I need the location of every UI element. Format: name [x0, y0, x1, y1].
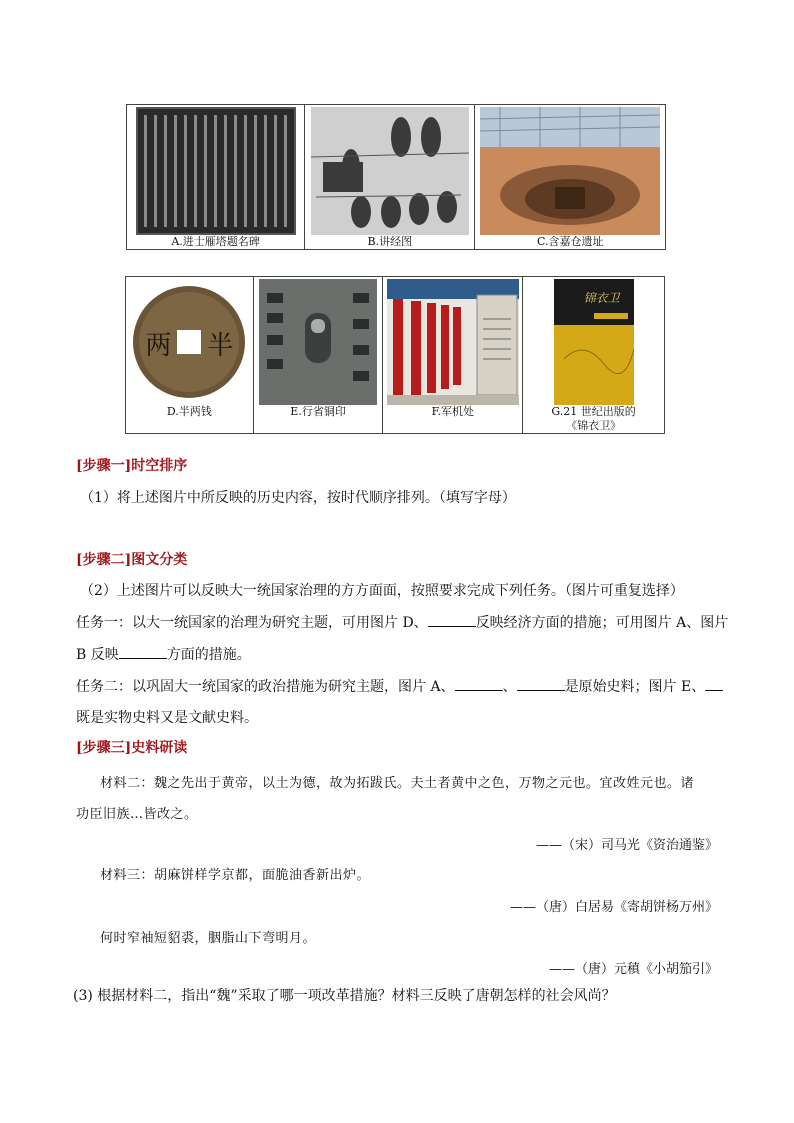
task1-text-c: B 反映 [76, 647, 119, 663]
caption-c: C.含嘉仓遗址 [536, 235, 604, 248]
caption-g-line2: 《锦衣卫》 [566, 419, 622, 432]
book-title: 锦衣卫 [583, 291, 620, 305]
question-1: （1）将上述图片中所反映的历史内容，按时代顺序排列。（填写字母） [80, 490, 516, 506]
caption-a: A.进士雁塔题名碑 [171, 235, 260, 248]
material-4: 何时窄袖短貂裘，胭脂山下弯明月。 [100, 931, 317, 946]
coin-image [129, 279, 249, 405]
caption-f: F.军机处 [431, 405, 475, 418]
task1-text-a: 任务一：以大一统国家的治理为研究主题，可用图片 D、 [76, 615, 428, 631]
image-cell-e [253, 277, 383, 434]
grand-council-building-image [387, 279, 519, 405]
caption-e: E.行省铜印 [290, 405, 346, 418]
task2-blank-3[interactable] [705, 676, 723, 691]
image-cell-f [383, 277, 523, 434]
task2-blank-1[interactable] [455, 676, 503, 691]
material-2-line1: 材料二：魏之先出于黄帝，以土为德，故为拓跋氏。夫土者黄中之色，万物之元也。宜改姓元也。诸 [100, 776, 695, 791]
task2-line2: 既是实物史料又是文献史料。 [76, 710, 258, 726]
step2-title: [步骤二]图文分类 [76, 552, 188, 568]
task1-text-d: 方面的措施。 [166, 647, 251, 663]
image-cell-b [305, 105, 475, 250]
caption-g-line1: G.21 世纪出版的 [551, 405, 636, 418]
material-3: 材料三：胡麻饼样学京都，面脆油香新出炉。 [100, 868, 371, 883]
task2-line1 [76, 676, 723, 698]
task2-text-b: 是原始史料；图片 E、 [564, 679, 706, 695]
task1-text-b: 反映经济方面的措施；可用图片 A、图片 [475, 615, 729, 631]
stele-rubbing-image [136, 107, 296, 235]
material-4-source: ——（唐）元稹《小胡笳引》 [548, 962, 718, 977]
task2-sep: 、 [502, 679, 517, 695]
task1-line2 [76, 644, 251, 666]
image-cell-c [475, 105, 666, 250]
material-2-line2: 功臣旧族…皆改之。 [76, 807, 198, 822]
question-2: （2）上述图片可以反映大一统国家治理的方方面面，按照要求完成下列任务。（图片可重复选择） [80, 583, 684, 599]
task2-text-a: 任务二：以巩固大一统国家的政治措施为研究主题，图片 A、 [76, 679, 455, 695]
image-cell-d [126, 277, 254, 434]
step3-title: [步骤三]史料研读 [76, 740, 188, 756]
material-2-source: ——（宋）司马光《资治通鉴》 [535, 838, 718, 853]
granary-site-image [480, 107, 660, 235]
step1-title: [步骤一]时空排序 [76, 458, 188, 474]
image-table-row1 [126, 104, 666, 250]
book-cover-image [554, 279, 634, 405]
material-3-source: ——（唐）白居易《寄胡饼杨万州》 [509, 900, 718, 915]
image-cell-g [523, 277, 665, 434]
caption-d: D.半两钱 [166, 405, 212, 418]
task1-blank-2[interactable] [119, 644, 167, 659]
task2-blank-2[interactable] [517, 676, 565, 691]
caption-b: B.讲经图 [367, 235, 413, 248]
bronze-seal-image [259, 279, 377, 405]
question-3: (3) 根据材料二，指出“魏”采取了哪一项改革措施？材料三反映了唐朝怎样的社会风尚？ [73, 988, 616, 1004]
image-cell-a [127, 105, 305, 250]
image-table-row2 [125, 276, 665, 434]
lecture-painting-image [311, 107, 469, 235]
task1-line1 [76, 612, 728, 634]
coin-left-char: 两 [145, 331, 172, 361]
coin-right-char: 半 [207, 331, 234, 361]
task1-blank-1[interactable] [428, 612, 476, 627]
